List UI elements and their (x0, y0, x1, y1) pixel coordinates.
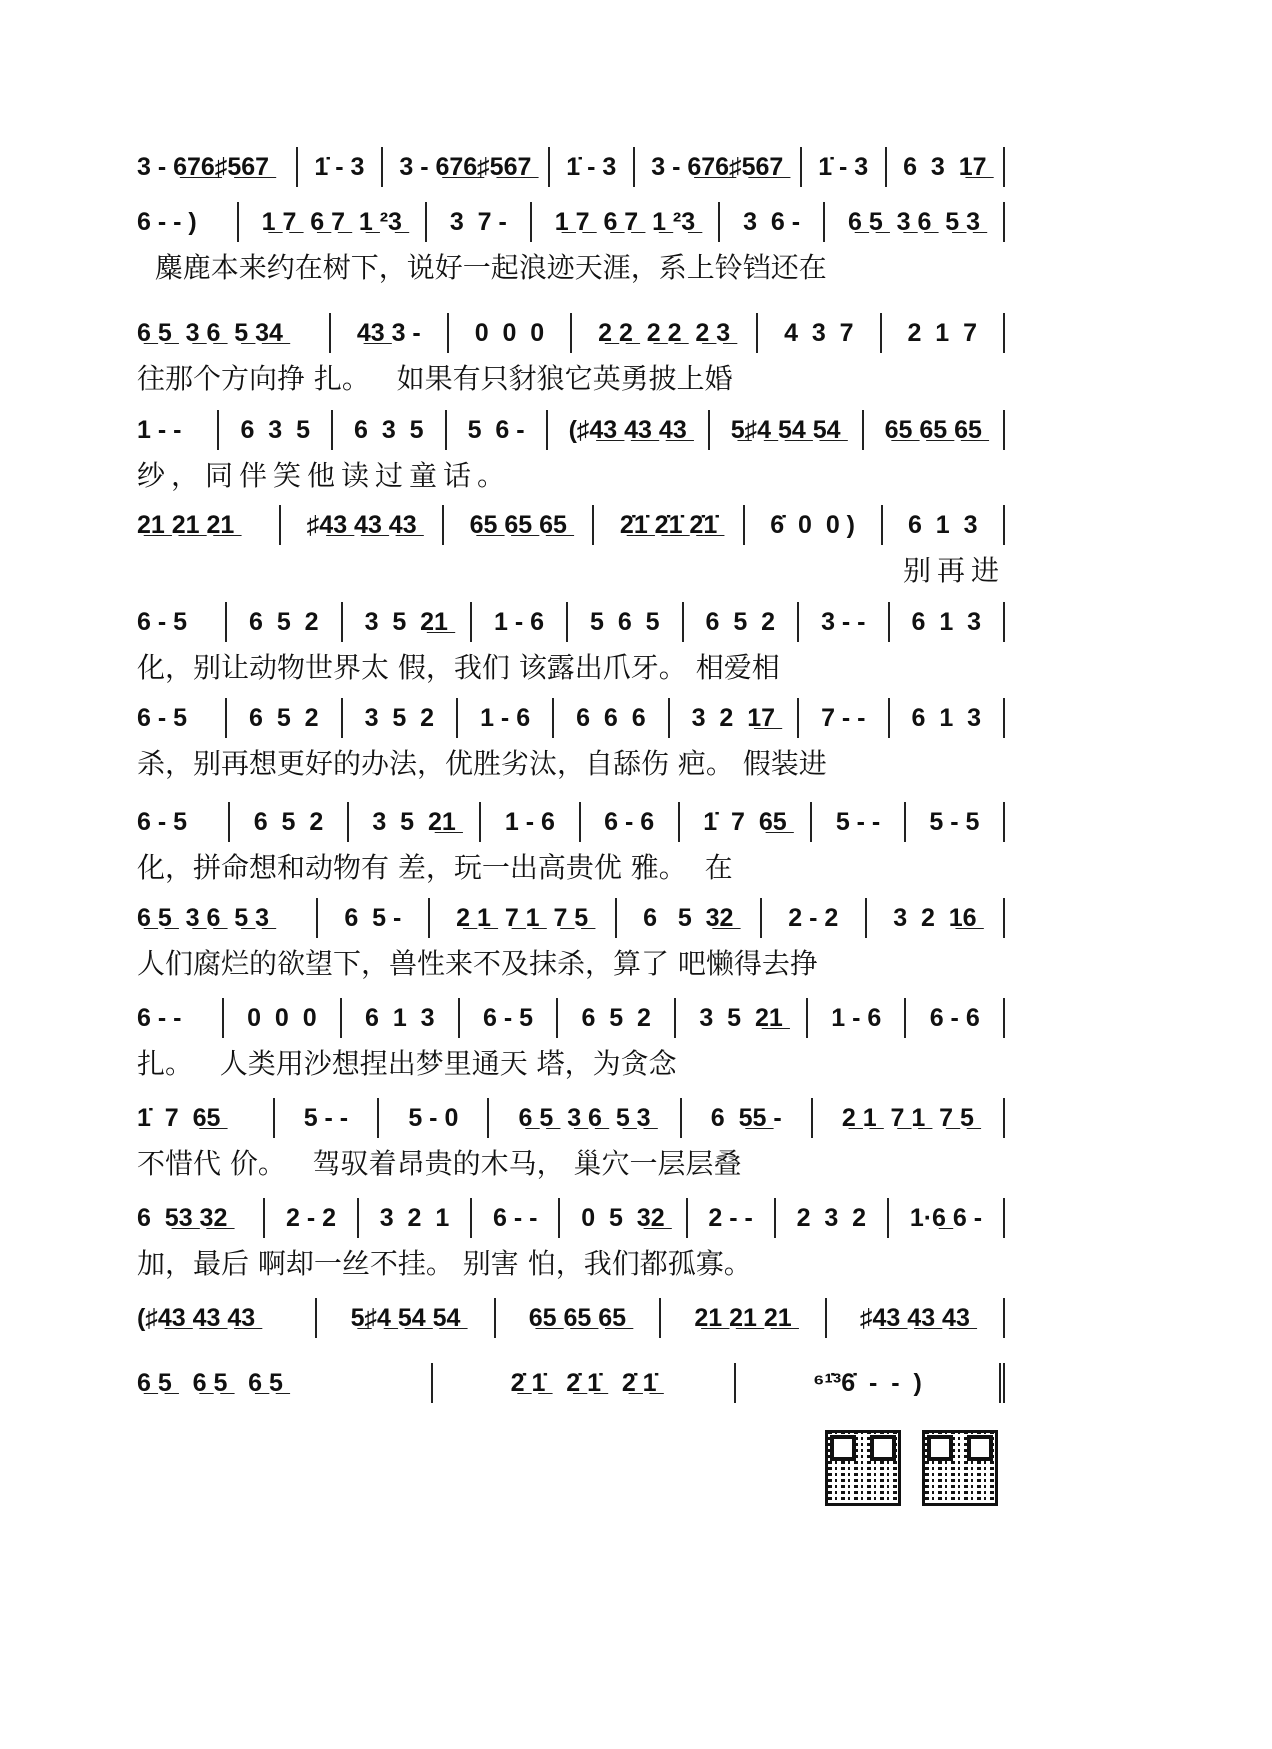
measure: 6̲ 5̲ 3̲ 6̲ 5̲ 3̲ (487, 1098, 679, 1138)
measure: 6̲5̲ 6̲5̲ 6̲5̲ (494, 1298, 660, 1338)
measure: 6̲5̲ 6̲5̲ 6̲5̲ (862, 410, 1005, 450)
measure: 1̇ 7 6̲5̲ (678, 802, 811, 842)
measure: 1 - 6 (806, 998, 904, 1038)
measure: 6 1 3 (881, 505, 1005, 545)
lyrics-line: 扎。 人类用沙想捏出梦里通天 塔，为贪念 (137, 1047, 677, 1080)
measure: 6 - 6 (579, 802, 678, 842)
measure: 6 - 6 (904, 998, 1004, 1038)
measure: (♯4̲3̲ 4̲3̲ 4̲3̲ (546, 410, 708, 450)
lyrics-line: 加，最后 啊却一丝不挂。 别害 怕，我们都孤寡。 (137, 1247, 752, 1280)
measure: 2 - 2 (760, 898, 865, 938)
measure: 6̲5̲ 6̲5̲ 6̲5̲ (442, 505, 592, 545)
measure: 6 1 3 (888, 602, 1006, 642)
measure: 6 5 2 (225, 602, 341, 642)
measure: 3 - 6̲7̲6̲♯5̲6̲7̲ (381, 147, 548, 187)
measure: 6̲ 5̲ 3̲ 6̲ 5̲ 3̲4̲ (137, 319, 283, 347)
measure: 6 5̲5̲ - (680, 1098, 811, 1138)
lyrics-line: 杀，别再想更好的办法，优胜劣汰，自舔伤 疤。 假装进 (137, 747, 827, 780)
measure: ⁶¹̇³6̇ - - ) (734, 1363, 1005, 1403)
notes-line (137, 1363, 1005, 1403)
score-line (137, 147, 1005, 187)
measure: 5 - 0 (377, 1098, 487, 1138)
score-line (137, 1098, 1005, 1180)
score-line (137, 802, 1005, 884)
notes-line (137, 505, 1005, 545)
measure: 6 - 5 (137, 608, 188, 636)
notes-line (137, 1098, 1005, 1138)
score-line (137, 505, 1005, 587)
measure: 6 - - (137, 1004, 182, 1032)
measure: 1̲ 7̲ 6̲ 7̲ 1̲ ²3̲ (530, 202, 718, 242)
measure: 6̲ 5̲ 3̲ 6̲ 5̲ 3̲ (823, 202, 1005, 242)
notes-line (137, 1298, 1005, 1338)
measure: ♯4̲3̲ 4̲3̲ 4̲3̲ (279, 505, 442, 545)
measure: 6 5 2 (682, 602, 798, 642)
lyrics-line: 纱，同伴笑他读过童话。 (137, 459, 512, 492)
measure: 2 1 7 (880, 313, 1005, 353)
measure: 0 5 3̲2̲ (558, 1198, 685, 1238)
notes-line (137, 147, 1005, 187)
score-line (137, 1363, 1005, 1403)
measure: 3 2 1 (357, 1198, 470, 1238)
measure: 6 5 - (316, 898, 428, 938)
measure: 4 3 7 (756, 313, 879, 353)
measure: 0 0 0 (222, 998, 340, 1038)
lyrics-line: 化，拼命想和动物有 差，玩一出高贵优 雅。 在 (137, 851, 733, 884)
measure: 2̲ 1̲ 7̲ 1̲ 7̲ 5̲ (428, 898, 615, 938)
measure: 2̲ 2̲ 2̲ 2̲ 2̲ 3̲ (570, 313, 756, 353)
measure: 6 5 2 (228, 802, 347, 842)
score-line (137, 602, 1005, 684)
measure: 6 - 5 (137, 704, 188, 732)
measure: 0 0 0 (447, 313, 570, 353)
notes-line (137, 898, 1005, 938)
measure: 1̇ - 3 (296, 147, 381, 187)
measure: 3 - - (797, 602, 887, 642)
score-line (137, 1198, 1005, 1280)
measure: 5̲♯4̲ 5̲4̲ 5̲4̲ (315, 1298, 493, 1338)
measure: 6 3 5 (217, 410, 331, 450)
measure: 3 2 1̲7̲ (668, 698, 797, 738)
measure: 6 - - (470, 1198, 558, 1238)
measure: 1 - 6 (470, 602, 566, 642)
score-line (137, 202, 1005, 284)
notes-line (137, 602, 1005, 642)
measure: 6̲ 5̲ 3̲ 6̲ 5̲ 3̲ (137, 904, 270, 932)
measure: 2̲̇1̲̇ 2̲̇1̲̇ 2̲̇1̲̇ (592, 505, 742, 545)
measure: 1̲ 7̲ 6̲ 7̲ 1̲ ²3̲ (237, 202, 425, 242)
measure: 1 - 6 (456, 698, 552, 738)
lyrics-line: 别再进 (902, 554, 1005, 587)
lyrics-line: 麋鹿本来约在树下，说好一起浪迹天涯，系上铃铛还在 (137, 251, 827, 284)
score-line (137, 410, 1005, 492)
lyrics-line: 化，别让动物世界太 假，我们 该露出爪牙。 相爱相 (137, 651, 780, 684)
measure: 6 5 3̲2̲ (615, 898, 760, 938)
score-line (137, 698, 1005, 780)
measure: 6 3 5 (331, 410, 445, 450)
measure: 7 - - (797, 698, 887, 738)
measure: 6 - 5 (137, 808, 188, 836)
measure: 6 - 5 (458, 998, 556, 1038)
measure: 6̇ 0 0 ) (743, 505, 881, 545)
measure: 6 1 3 (340, 998, 458, 1038)
lyrics-line: 往那个方向挣 扎。 如果有只豺狼它英勇披上婚 (137, 362, 733, 395)
measure: 6̲ 5̲ 6̲ 5̲ 6̲ 5̲ (137, 1369, 283, 1397)
measure: (♯4̲3̲ 4̲3̲ 4̲3̲ (137, 1304, 256, 1332)
measure: 3 5 2̲1̲ (347, 802, 480, 842)
measure: 5 - - (273, 1098, 378, 1138)
measure: 4̲3̲ 3 - (329, 313, 447, 353)
measure: 3 2 1̲6̲ (865, 898, 1005, 938)
score-line (137, 1298, 1005, 1338)
measure: 2 - 2 (263, 1198, 357, 1238)
measure: 3 - 6̲7̲6̲♯5̲6̲7̲ (137, 153, 270, 181)
measure: 2 - - (686, 1198, 774, 1238)
measure: 6 5̲3̲ 3̲2̲ (137, 1204, 228, 1232)
measure: 3 5 2̲1̲ (341, 602, 470, 642)
measure: 6 3 1̲7̲ (885, 147, 1005, 187)
measure: 2 3 2 (774, 1198, 887, 1238)
measure: 1̇ - 3 (548, 147, 633, 187)
measure: 3 6 - (718, 202, 823, 242)
measure: 1̇ - 3 (800, 147, 885, 187)
notes-line (137, 802, 1005, 842)
score-line (137, 998, 1005, 1080)
measure: 1 - - (137, 416, 182, 444)
measure: 5 - - (810, 802, 904, 842)
score-line (137, 313, 1005, 395)
notes-line (137, 410, 1005, 450)
measure: 3 7 - (425, 202, 530, 242)
notes-line (137, 1198, 1005, 1238)
lyrics-line: 人们腐烂的欲望下，兽性来不及抹杀，算了 吧懒得去挣 (137, 947, 818, 980)
measure: 1̇ 7 6̲5̲ (137, 1104, 221, 1132)
notes-line (137, 313, 1005, 353)
measure: 6 - - ) (137, 208, 197, 236)
measure: 5 - 5 (904, 802, 1005, 842)
measure: 6 5 2 (225, 698, 341, 738)
measure: 6 5 2 (556, 998, 674, 1038)
qr-code-left (825, 1430, 901, 1506)
measure: 2̲̇ 1̲̇ 2̲̇ 1̲̇ 2̲̇ 1̲̇ (431, 1363, 733, 1403)
measure: ♯4̲3̲ 4̲3̲ 4̲3̲ (825, 1298, 1005, 1338)
measure: 2̲1̲ 2̲1̲ 2̲1̲ (659, 1298, 825, 1338)
measure: 5 6 - (445, 410, 546, 450)
notes-line (137, 202, 1005, 242)
measure: 6 1 3 (888, 698, 1006, 738)
measure: 1·6̲ 6 - (887, 1198, 1005, 1238)
measure: 3 5 2 (341, 698, 457, 738)
measure: 1 - 6 (479, 802, 578, 842)
notes-line (137, 998, 1005, 1038)
measure: 5̲♯4̲ 5̲4̲ 5̲4̲ (708, 410, 862, 450)
measure: 2̲ 1̲ 7̲ 1̲ 7̲ 5̲ (811, 1098, 1005, 1138)
score-line (137, 898, 1005, 980)
measure: 3 - 6̲7̲6̲♯5̲6̲7̲ (633, 147, 800, 187)
lyrics-line: 不惜代 价。 驾驭着昂贵的木马， 巢穴一层层叠 (137, 1147, 742, 1180)
notes-line (137, 698, 1005, 738)
qr-code-right (922, 1430, 998, 1506)
measure: 6 6 6 (552, 698, 668, 738)
measure: 3 5 2̲1̲ (674, 998, 806, 1038)
measure: 5 6 5 (566, 602, 682, 642)
measure: 2̲1̲ 2̲1̲ 2̲1̲ (137, 511, 235, 539)
